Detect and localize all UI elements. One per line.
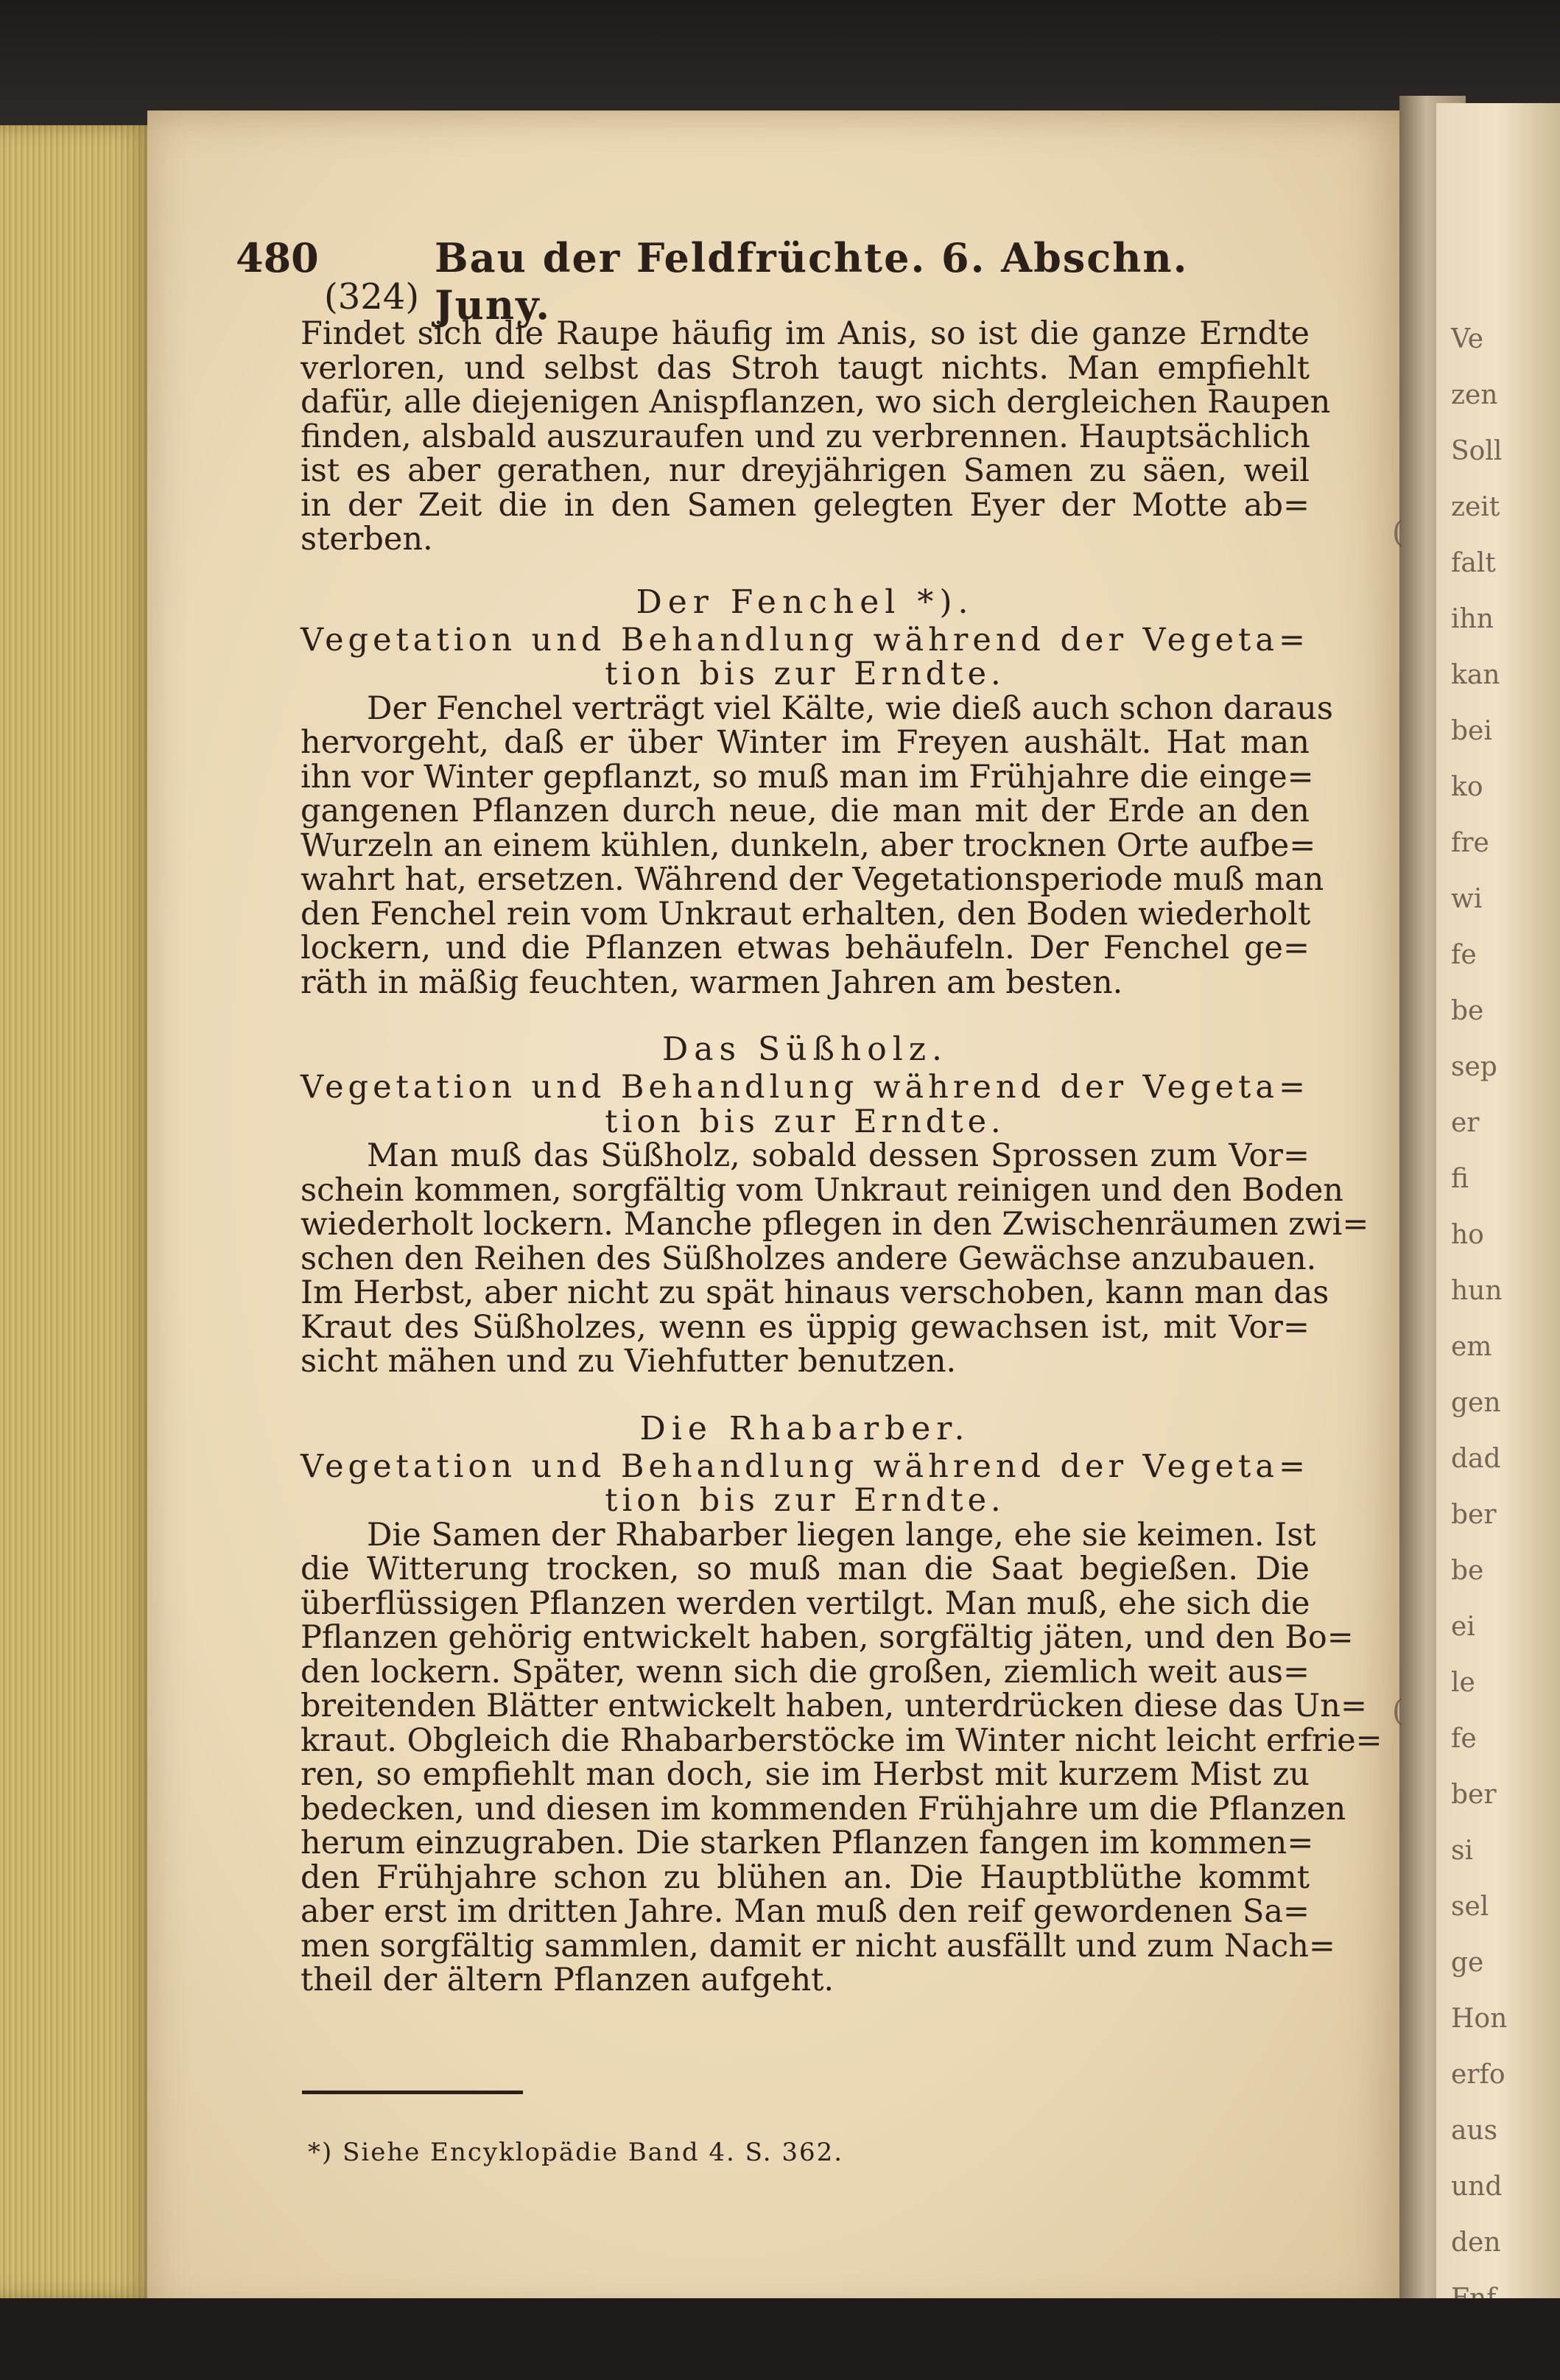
facing-page-fragment: gen [1451,1388,1501,1418]
margin-mark: ( [1392,1694,1404,1728]
facing-page-fragment: ho [1451,1220,1484,1250]
text-line: sicht mähen und zu Viehfutter benutzen. [301,1343,957,1380]
margin-mark: ( [1392,516,1404,550]
text-line: die Witterung trocken, so muß man die Saat begießen. Die [301,1551,1310,1587]
text-line: den lockern. Später, wenn sich die großen, ziemlich weit aus= [301,1653,1310,1691]
facing-page-fragment: erfo [1451,2060,1505,2090]
facing-page-fragment: sep [1451,1052,1497,1082]
facing-page-fragment: Ve [1451,324,1483,354]
text-line: ren, so empfiehlt man doch, sie im Herbst mit kurzem Mist zu [301,1756,1310,1793]
facing-page-fragment: em [1451,1332,1492,1362]
running-title: Bau der Feldfrüchte. 6. Abschn. Juny. [435,234,1189,329]
text-line: ist es aber gerathen, nur dreyjährigen Samen zu säen, weil [301,452,1310,489]
book-cover-top [0,0,1560,129]
page-body [301,315,1382,1998]
book-cover-bottom [0,2298,1560,2380]
facing-page-fragment: fi [1451,1164,1469,1194]
facing-page-fragment: bei [1451,716,1492,746]
facing-page-fragment: ei [1451,1612,1475,1642]
facing-page-fragment: fe [1451,940,1477,970]
text-line: kraut. Obgleich die Rhabarberstöcke im Winter nicht leicht erfrie= [301,1721,1382,1759]
text-line: Man muß das Süßholz, sobald dessen Sprossen zum Vor= [367,1137,1310,1174]
facing-page-fragment: dad [1451,1444,1501,1474]
paragraph-suessholz [301,1137,1369,1380]
text-line: schein kommen, sorgfältig vom Unkraut reinigen und den Boden [301,1171,1343,1209]
text-line: bedecken, und diesen im kommenden Frühjahre um die Pflanzen [301,1790,1346,1828]
facing-page-fragment: ge [1451,1948,1484,1978]
subheading-suessholz-2: tion bis zur Erndte. [605,1103,1005,1140]
section-heading-fenchel: Der Fenchel *). [636,583,974,621]
text-line: finden, alsbald auszuraufen und zu verbrennen. Hauptsächlich [301,418,1310,455]
paragraph-rhabarber [301,1516,1382,1998]
facing-page-fragment: aus [1451,2116,1498,2146]
text-line: Die Samen der Rhabarber liegen lange, ehe sie keimen. Ist [367,1516,1316,1554]
text-line: überflüssigen Pflanzen werden vertilgt. Man muß, ehe sich die [301,1584,1310,1622]
text-line: dafür, alle diejenigen Anispflanzen, wo sich dergleichen Raupen [301,384,1331,421]
text-line: den Frühjahre schon zu blühen an. Die Hauptblüthe kommt [301,1858,1310,1896]
text-line: in der Zeit die in den Samen gelegten Eyer der Motte ab= [301,486,1310,524]
text-line: Kraut des Süßholzes, wenn es üppig gewachsen ist, mit Vor= [301,1308,1310,1346]
facing-page-fragment: fe [1451,1724,1477,1754]
facing-page-fragment: zeit [1451,492,1500,522]
facing-page-fragment: si [1451,1836,1473,1866]
subheading-suessholz-1: Vegetation und Behandlung während der Vegeta= [301,1069,1310,1106]
facing-page-fragment: ber [1451,1500,1497,1530]
facing-page-fragment: kan [1451,660,1500,690]
footnote-rule [302,2091,523,2094]
text-line: verloren, und selbst das Stroh taugt nichts. Man empfiehlt [301,349,1310,387]
facing-page-fragment: er [1451,1108,1480,1138]
text-line: schen den Reihen des Süßholzes andere Gewächse anzubauen. [301,1240,1317,1277]
text-line: Der Fenchel verträgt viel Kälte, wie dieß auch schon daraus [367,689,1333,727]
text-line: wahrt hat, ersetzen. Während der Vegetationsperiode muß man [301,861,1324,898]
facing-page-fragment: Soll [1451,436,1503,466]
text-line: gangenen Pflanzen durch neue, die man mit der Erde an den [301,793,1310,829]
intro-paragraph [301,315,1331,558]
subheading-rhabarber-2: tion bis zur Erndte. [605,1482,1005,1519]
subheading-rhabarber-1: Vegetation und Behandlung während der Vegeta= [301,1447,1310,1485]
facing-page-fragment: fre [1451,828,1489,858]
footnote: *) Siehe Encyklopädie Band 4. S. 362. [308,2138,844,2167]
facing-page-fragment: ko [1451,772,1483,802]
paragraph-fenchel [301,689,1333,1001]
section-heading-suessholz: Das Süßholz. [661,1031,948,1068]
text-line: Findet sich die Raupe häufig im Anis, so ist die ganze Erndte [301,315,1310,352]
text-line: ihn vor Winter gepflanzt, so muß man im Frühjahre die einge= [301,758,1314,796]
facing-page-fragment: wi [1451,884,1483,914]
text-line: wiederholt lockern. Manche pflegen in den Zwischenräumen zwi= [301,1206,1369,1243]
facing-page-fragment: Hon [1451,2004,1508,2034]
text-line: herum einzugraben. Die starken Pflanzen fangen im kommen= [301,1825,1314,1861]
text-line: lockern, und die Pflanzen etwas behäufeln. Der Fenchel ge= [301,930,1310,966]
facing-page-fragment: le [1451,1668,1475,1698]
page-number: 480 [236,234,319,281]
text-line: theil der ältern Pflanzen aufgeht. [301,1962,835,1998]
text-line: den Fenchel rein vom Unkraut erhalten, den Boden wiederholt [301,895,1311,933]
text-line: Im Herbst, aber nicht zu spät hinaus verschoben, kann man das [301,1274,1329,1311]
facing-page-fragment: und [1451,2172,1503,2202]
signature-mark: (324) [324,276,420,317]
facing-page-fragment: den [1451,2228,1501,2258]
facing-page-fragment: zen [1451,380,1498,410]
facing-page-fragment: falt [1451,548,1496,578]
section-heading-rhabarber: Die Rhabarber. [639,1409,971,1447]
text-line: aber erst im dritten Jahre. Man muß den reif gewordenen Sa= [301,1893,1310,1930]
facing-page-fragment: be [1451,1556,1484,1586]
facing-page [1436,103,1560,2328]
facing-page-fragment: sel [1451,1892,1489,1922]
facing-page-fragment: hun [1451,1276,1503,1306]
text-line: men sorgfältig sammlen, damit er nicht ausfällt und zum Nach= [301,1927,1335,1965]
text-line: Wurzeln an einem kühlen, dunkeln, aber trocknen Orte aufbe= [301,826,1316,864]
text-line: sterben. [301,521,433,558]
facing-page-fragment: ber [1451,1780,1497,1810]
text-line: räth in mäßig feuchten, warmen Jahren am besten. [301,963,1123,1001]
subheading-fenchel-2: tion bis zur Erndte. [605,656,1005,692]
text-line: hervorgeht, daß er über Winter im Freyen aushält. Hat man [301,724,1310,761]
text-line: breitenden Blätter entwickelt haben, unterdrücken diese das Un= [301,1688,1368,1724]
gilt-page-edge [0,125,155,2298]
facing-page-fragment: be [1451,996,1484,1026]
text-line: Pflanzen gehörig entwickelt haben, sorgfältig jäten, und den Bo= [301,1619,1354,1656]
facing-page-fragment: ihn [1451,604,1494,634]
subheading-fenchel-1: Vegetation und Behandlung während der Vegeta= [301,621,1310,659]
